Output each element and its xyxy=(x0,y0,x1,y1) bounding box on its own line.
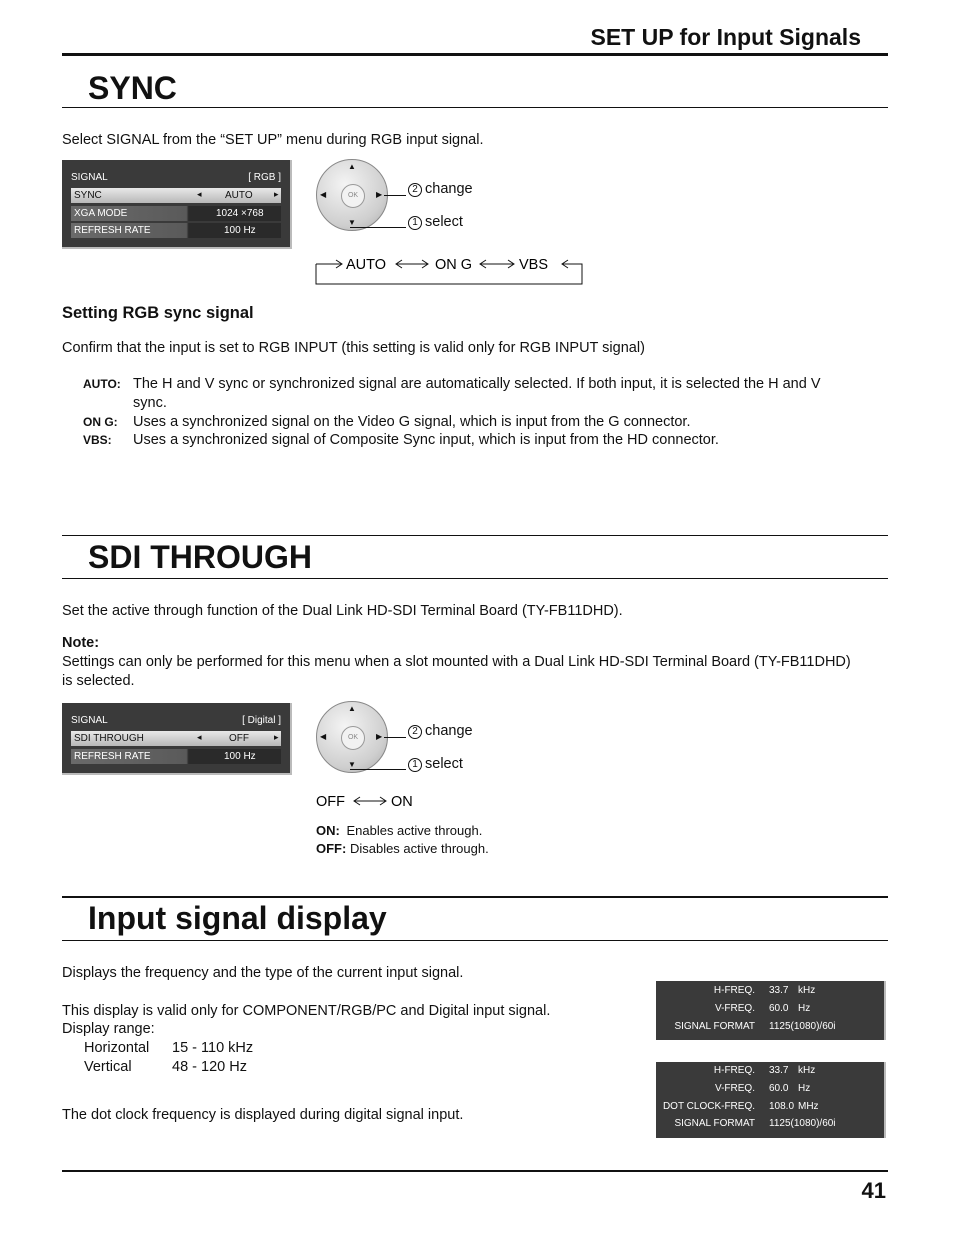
arrow-right-icon[interactable]: ▶ xyxy=(376,190,383,199)
def-term: ON G: xyxy=(83,415,118,429)
menu-row-label: XGA MODE xyxy=(74,208,128,219)
change-text: change xyxy=(425,181,473,197)
def-text-cont: sync. xyxy=(133,395,167,411)
remote-navigation-pad[interactable] xyxy=(316,701,388,773)
sync-menu-panel xyxy=(62,160,292,249)
info-unit: kHz xyxy=(798,985,816,996)
signal-info-panel-digital xyxy=(656,1062,886,1138)
arrow-left-icon[interactable]: ◀ xyxy=(320,190,327,199)
menu-row-value: 1024 ×768 xyxy=(216,208,264,219)
info-unit: Hz xyxy=(798,1083,811,1094)
sdi-top-rule xyxy=(62,535,888,536)
ok-button[interactable]: OK xyxy=(341,726,365,750)
sync-title-rule xyxy=(62,107,888,108)
note-label: Note: xyxy=(62,635,100,651)
cycle-off: OFF xyxy=(316,794,345,810)
range-value: 48 - 120 Hz xyxy=(172,1059,247,1075)
menu-row-sync[interactable] xyxy=(71,188,281,203)
menu-row-value: 100 Hz xyxy=(224,225,256,236)
menu-row-label: REFRESH RATE xyxy=(74,751,151,762)
sync-intro: Select SIGNAL from the “SET UP” menu during RGB input signal. xyxy=(62,132,484,148)
sdi-intro: Set the active through function of the Dual Link HD-SDI Terminal Board (TY-FB11DHD). xyxy=(62,603,623,619)
input-p2: This display is valid only for COMPONENT/RGB/PC and Digital input signal. xyxy=(62,1003,551,1019)
def-term: VBS: xyxy=(83,433,112,447)
circled-number: 2 xyxy=(408,725,422,739)
circled-number: 1 xyxy=(408,216,422,230)
page-number: 41 xyxy=(861,1178,886,1203)
signal-info-panel xyxy=(656,981,886,1040)
sync-cycle-diagram xyxy=(310,250,590,290)
arrow-right-icon: ▸ xyxy=(274,189,279,199)
menu-row-value: 100 Hz xyxy=(224,751,256,762)
select-label xyxy=(408,214,463,230)
def-text: Uses a synchronized signal of Composite Sync input, which is input from the HD connector. xyxy=(133,432,719,448)
cycle-on: ON xyxy=(391,794,413,810)
input-p3: Display range: xyxy=(62,1021,155,1037)
sdi-def-on xyxy=(316,823,482,838)
remote-navigation-pad[interactable] xyxy=(316,159,388,231)
info-value: 1125(1080)/60i xyxy=(769,1021,836,1032)
sdi-title-rule xyxy=(62,578,888,579)
header-rule xyxy=(62,53,888,56)
input-p1: Displays the frequency and the type of the current input signal. xyxy=(62,965,464,981)
sdi-cycle-diagram xyxy=(314,790,424,814)
input-title-rule xyxy=(62,940,888,941)
menu-row-xga-mode[interactable] xyxy=(71,206,281,221)
select-label xyxy=(408,756,463,772)
info-unit: kHz xyxy=(798,1065,816,1076)
arrow-up-icon[interactable]: ▲ xyxy=(348,704,356,713)
info-key: H-FREQ. xyxy=(713,985,755,996)
def-text: The H and V sync or synchronized signal are automatically selected. If both input, it is selected the H and V xyxy=(133,376,821,392)
input-title: Input signal display xyxy=(88,900,387,936)
arrow-left-icon: ◂ xyxy=(197,732,202,742)
info-value: 1125(1080)/60i xyxy=(769,1118,836,1129)
range-name: Horizontal xyxy=(84,1040,150,1056)
note-text: Settings can only be performed for this menu when a slot mounted with a Dual Link HD-SDI Terminal Board (TY-FB11DHD) xyxy=(62,654,851,670)
cycle-on-g: ON G xyxy=(435,257,473,273)
range-value: 15 - 110 kHz xyxy=(172,1040,254,1056)
info-key: V-FREQ. xyxy=(714,1003,755,1014)
info-value: 60.0 xyxy=(769,1003,789,1014)
menu-row-label: REFRESH RATE xyxy=(74,225,151,236)
footer-rule xyxy=(62,1170,888,1172)
menu-row-refresh-rate[interactable] xyxy=(71,749,281,764)
circled-number: 2 xyxy=(408,183,422,197)
leader-line xyxy=(384,195,406,196)
menu-row-label: SYNC xyxy=(74,190,102,201)
arrow-right-icon[interactable]: ▶ xyxy=(376,732,383,741)
sdi-def-off xyxy=(316,841,489,856)
change-label xyxy=(408,723,473,739)
menu-title: SIGNAL xyxy=(71,172,108,183)
ok-button[interactable]: OK xyxy=(341,184,365,208)
sync-confirm: Confirm that the input is set to RGB INPUT (this setting is valid only for RGB INPUT signal) xyxy=(62,340,645,356)
sdi-menu-panel xyxy=(62,703,292,775)
leader-line xyxy=(384,737,406,738)
leader-line xyxy=(350,769,406,770)
menu-title: SIGNAL xyxy=(71,715,108,726)
menu-tag: [ Digital ] xyxy=(242,715,281,726)
info-unit: Hz xyxy=(798,1003,811,1014)
select-text: select xyxy=(425,214,463,230)
def-term: ON: xyxy=(316,823,340,838)
input-p4: The dot clock frequency is displayed during digital signal input. xyxy=(62,1107,464,1123)
def-term: AUTO: xyxy=(83,377,121,391)
arrow-down-icon[interactable]: ▼ xyxy=(348,760,356,769)
def-term: OFF: xyxy=(316,841,347,856)
change-label xyxy=(408,181,473,197)
note-text-cont: is selected. xyxy=(62,673,135,689)
select-text: select xyxy=(425,756,463,772)
sync-subheading: Setting RGB sync signal xyxy=(62,304,254,322)
arrow-up-icon[interactable]: ▲ xyxy=(348,162,356,171)
def-text: Enables active through. xyxy=(346,823,483,838)
input-top-rule xyxy=(62,896,888,898)
sdi-title: SDI THROUGH xyxy=(88,539,312,575)
change-text: change xyxy=(425,723,473,739)
info-key: V-FREQ. xyxy=(714,1083,755,1094)
menu-row-value: AUTO xyxy=(225,190,253,201)
arrow-left-icon[interactable]: ◀ xyxy=(320,732,327,741)
sync-title: SYNC xyxy=(88,70,177,106)
info-value: 33.7 xyxy=(769,1065,789,1076)
info-unit: MHz xyxy=(798,1101,819,1112)
menu-row-value: OFF xyxy=(229,733,249,744)
def-text: Disables active through. xyxy=(349,841,489,856)
info-key: H-FREQ. xyxy=(713,1065,755,1076)
info-value: 33.7 xyxy=(769,985,789,996)
cycle-vbs: VBS xyxy=(519,257,549,273)
info-key: SIGNAL FORMAT xyxy=(674,1118,755,1129)
info-key: DOT CLOCK-FREQ. xyxy=(662,1101,755,1112)
def-text: Uses a synchronized signal on the Video G signal, which is input from the G connector. xyxy=(133,414,691,430)
arrow-right-icon: ▸ xyxy=(274,732,279,742)
menu-tag: [ RGB ] xyxy=(248,172,281,183)
info-value: 108.0 xyxy=(769,1101,795,1112)
menu-row-label: SDI THROUGH xyxy=(74,733,144,744)
info-key: SIGNAL FORMAT xyxy=(674,1021,755,1032)
info-value: 60.0 xyxy=(769,1083,789,1094)
leader-line xyxy=(350,227,406,228)
menu-row-refresh-rate[interactable] xyxy=(71,223,281,238)
section-header: SET UP for Input Signals xyxy=(590,24,861,50)
cycle-auto: AUTO xyxy=(346,257,387,273)
circled-number: 1 xyxy=(408,758,422,772)
menu-row-sdi-through[interactable] xyxy=(71,731,281,746)
arrow-left-icon: ◂ xyxy=(197,189,202,199)
range-name: Vertical xyxy=(84,1059,132,1075)
arrow-down-icon[interactable]: ▼ xyxy=(348,218,356,227)
